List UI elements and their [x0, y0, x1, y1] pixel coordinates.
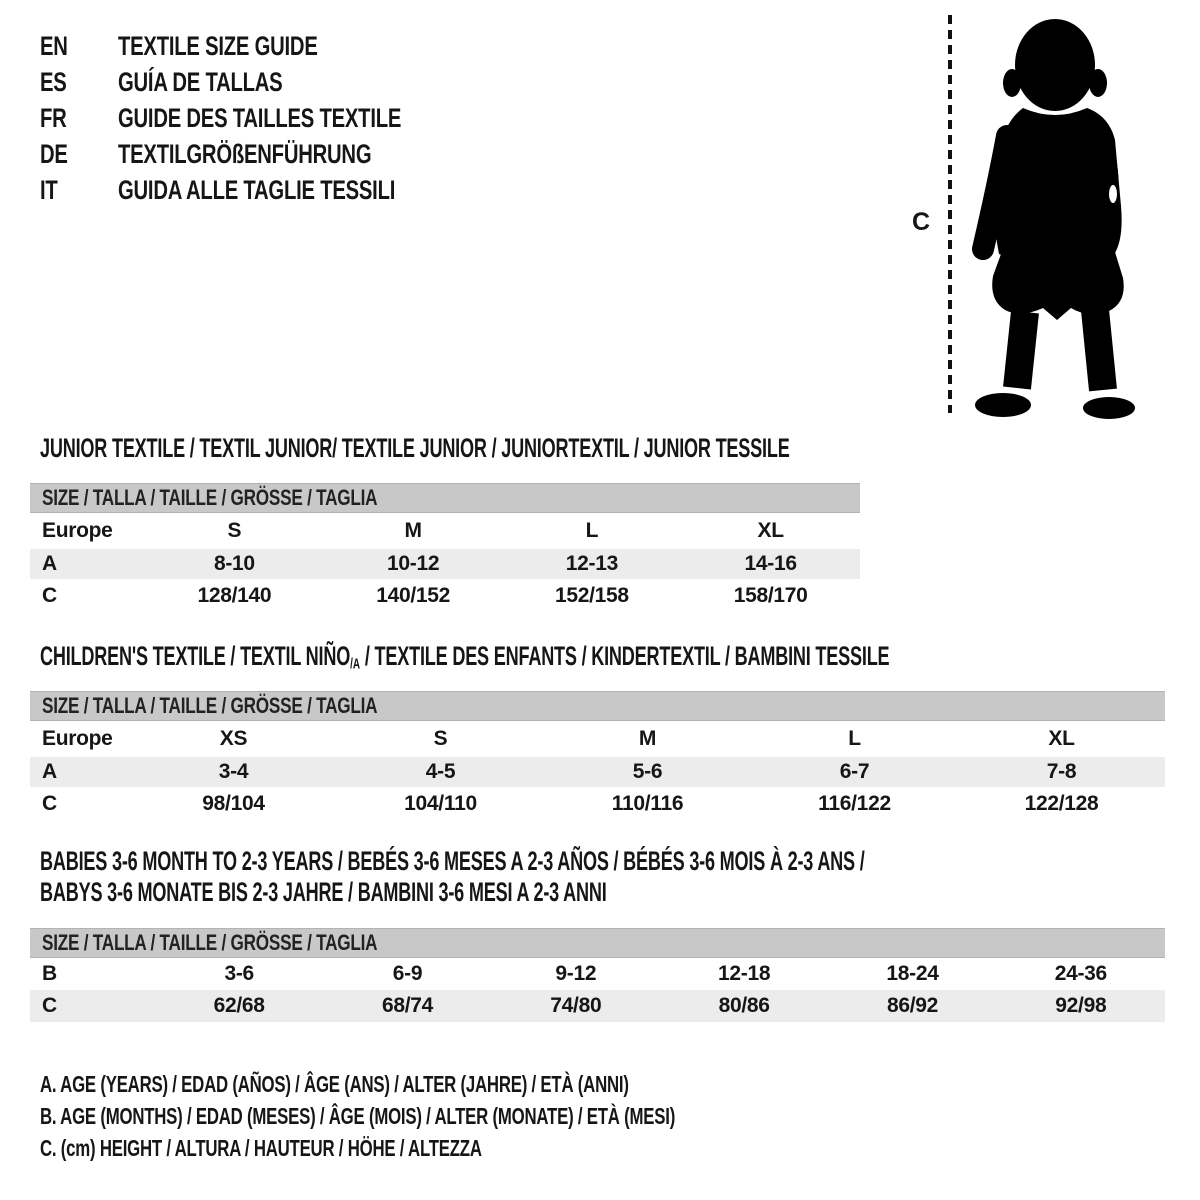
table-cell: 6-9 — [392, 962, 423, 985]
footnote-text: C. (cm) HEIGHT / ALTURA / HAUTEUR / HÖHE / ALTEZZA — [40, 1135, 482, 1161]
table-row — [30, 549, 860, 579]
row-label: Europe — [42, 519, 113, 542]
language-row — [40, 172, 401, 208]
table-cell: 3-6 — [224, 962, 254, 985]
table-cell: 110/116 — [611, 792, 684, 815]
table-cell: 152/158 — [554, 584, 629, 607]
table-cell: 122/128 — [1024, 792, 1099, 815]
table-cell: 140/152 — [376, 584, 451, 607]
table-cell: L — [585, 519, 599, 542]
table-row — [30, 958, 1165, 990]
language-code: IT — [40, 174, 58, 205]
footnote-line — [40, 1068, 910, 1100]
table-row — [30, 513, 860, 549]
table-row — [30, 787, 1165, 821]
table-cell: 24-36 — [1054, 962, 1107, 985]
size-table-babies — [30, 928, 1165, 1022]
table-cell: 14-16 — [744, 552, 797, 575]
table-cell: 98/104 — [202, 792, 265, 815]
table-cell: L — [848, 727, 861, 750]
table-cell: 104/110 — [404, 792, 477, 815]
table-row — [30, 579, 860, 613]
table-cell: 12-13 — [565, 552, 618, 575]
footnote-text: A. AGE (YEARS) / EDAD (AÑOS) / ÂGE (ANS) / ALTER (JAHRE) / ETÀ (ANNI) — [40, 1071, 629, 1097]
language-list-inner — [40, 28, 401, 208]
table-header-bar — [30, 928, 1165, 958]
table-row — [30, 990, 1165, 1022]
size-table-junior — [30, 483, 860, 613]
table-cell: 4-5 — [425, 760, 456, 783]
section-title-segment: JUNIOR TEXTILE / TEXTIL JUNIOR/ TEXTILE JUNIOR / JUNIORTEXTIL / JUNIOR TESSILE — [40, 433, 790, 463]
language-row — [40, 100, 401, 136]
language-row — [40, 136, 401, 172]
language-label: TEXTILE SIZE GUIDE — [118, 30, 318, 61]
table-cell: XS — [219, 727, 248, 750]
footnotes — [40, 1068, 910, 1164]
table-cell: S — [433, 727, 448, 750]
row-label: Europe — [42, 727, 113, 750]
language-label: GUIDE DES TAILLES TEXTILE — [118, 102, 402, 133]
row-label: C — [42, 994, 57, 1017]
height-dashed-line — [948, 15, 952, 413]
table-cell: 62/68 — [213, 994, 265, 1017]
language-list — [40, 28, 522, 208]
table-cell: M — [404, 519, 422, 542]
table-cell: 74/80 — [550, 994, 602, 1017]
footnote-line — [40, 1132, 910, 1164]
table-cell: 8-10 — [213, 552, 255, 575]
table-cell: 80/86 — [718, 994, 770, 1017]
table-cell: 12-18 — [718, 962, 771, 985]
table-cell: 68/74 — [381, 994, 434, 1017]
language-code: EN — [40, 30, 68, 61]
table-header-label: SIZE / TALLA / TAILLE / GRÖSSE / TAGLIA — [42, 930, 378, 955]
section-title-segment: BABIES 3-6 MONTH TO 2-3 YEARS / BEBÉS 3-6 MESES A 2-3 AÑOS / BÉBÉS 3-6 MOIS À 2-3 ANS / — [40, 846, 865, 876]
language-label: GUÍA DE TALLAS — [118, 66, 283, 97]
table-cell: XL — [1048, 727, 1075, 750]
table-cell: S — [227, 519, 242, 542]
table-cell: 6-7 — [839, 760, 870, 783]
row-label: A — [42, 760, 57, 783]
section-title-junior — [40, 433, 1159, 464]
language-row — [40, 28, 401, 64]
language-label: TEXTILGRÖßENFÜHRUNG — [118, 138, 372, 169]
table-row — [30, 757, 1165, 787]
section-title-text — [40, 846, 865, 908]
language-code: ES — [40, 66, 67, 97]
section-title-children — [40, 641, 1200, 681]
table-cell: 128/140 — [197, 584, 272, 607]
table-cell: 9-12 — [555, 962, 597, 985]
table-cell: 86/92 — [886, 994, 939, 1017]
row-label: A — [42, 552, 57, 575]
toddler-silhouette-icon — [963, 16, 1141, 420]
language-code: DE — [40, 138, 68, 169]
language-row — [40, 64, 401, 100]
language-code: FR — [40, 102, 67, 133]
footnote-text: B. AGE (MONTHS) / EDAD (MESES) / ÂGE (MOIS) / ALTER (MONATE) / ETÀ (MESI) — [40, 1103, 676, 1129]
table-header-bar — [30, 691, 1165, 721]
row-label: B — [42, 962, 57, 985]
table-cell: 3-4 — [218, 760, 249, 783]
section-title-segment: CHILDREN'S TEXTILE / TEXTIL NIÑO — [40, 641, 351, 671]
section-title-segment: /A — [350, 656, 361, 673]
table-cell: 18-24 — [886, 962, 939, 985]
row-label: C — [42, 792, 57, 815]
section-title-babies — [40, 846, 1200, 908]
table-cell: M — [638, 727, 657, 750]
table-cell: 158/170 — [733, 584, 808, 607]
row-label: C — [42, 584, 57, 607]
table-cell: 92/98 — [1055, 994, 1107, 1017]
table-header-label: SIZE / TALLA / TAILLE / GRÖSSE / TAGLIA — [42, 485, 378, 510]
table-cell: 116/122 — [818, 792, 891, 815]
footnote-line — [40, 1100, 910, 1132]
figure-measure-label: C — [912, 208, 930, 236]
section-title-text — [40, 641, 889, 681]
table-row — [30, 721, 1165, 757]
table-cell: 10-12 — [387, 552, 440, 575]
section-title-text — [40, 433, 790, 464]
section-title-segment: BABYS 3-6 MONATE BIS 2-3 JAHRE / BAMBINI 3-6 MESI A 2-3 ANNI — [40, 877, 607, 907]
table-cell: 7-8 — [1046, 760, 1077, 783]
language-label: GUIDA ALLE TAGLIE TESSILI — [118, 174, 396, 205]
size-table-children — [30, 691, 1165, 821]
table-header-bar — [30, 483, 860, 513]
table-cell: XL — [757, 519, 784, 542]
table-cell: 5-6 — [632, 760, 663, 783]
table-header-label: SIZE / TALLA / TAILLE / GRÖSSE / TAGLIA — [42, 693, 378, 718]
section-title-segment: / TEXTILE DES ENFANTS / KINDERTEXTIL / BAMBINI TESSILE — [360, 641, 890, 671]
